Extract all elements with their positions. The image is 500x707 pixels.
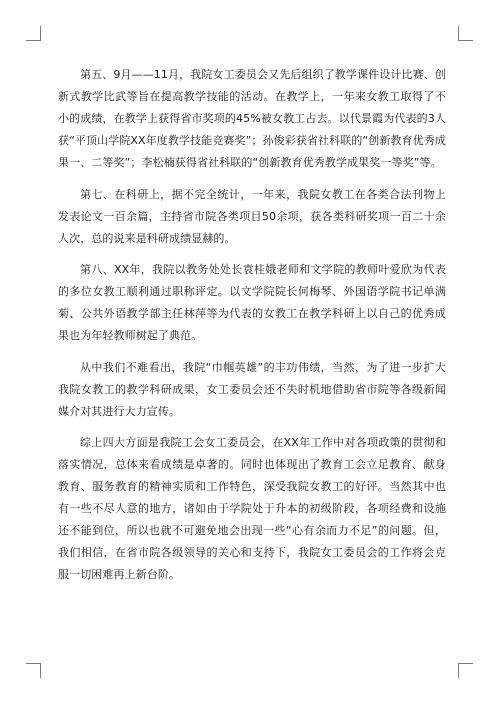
crop-mark-top-right	[458, 26, 473, 41]
paragraph-summary: 综上四大方面是我院工会女工委员会，在XX年工作中对各项政策的贯彻和落实情况，总体来看成绩是卓著的。同时也体现出了教育工会立足教育、献身教育、服务教育的精神实质和工作特色，深受我院女教工的好评。当然其中也有一些不尽人意的地方，诸如由于学院处于升本的初级阶段，各项经费和设施还不能到位，所以也就不可避免地会出现一些“心有余而力不足”的问题。但，我们相信，在省市院各级领导的关心和支持下，我院女工委员会的工作将会克服一切困难再上新台阶。	[58, 436, 446, 581]
paragraph-fifth: 第五、9月——11月，我院女工委员会又先后组织了教学课件设计比赛、创新式教学比武等旨在提高教学技能的活动。在教学上，一年来女教工取得了不小的成绩，在教学上获得省市奖项的45%被女教工占去。以代景霞为代表的3人获“平顶山学院XX年度教学技能竞赛奖”；孙俊彩获省社科联的“创新教育优秀成果一、二等奖”；李松楠获得省社科联的“创新教育优秀教学成果奖一等奖”等。	[58, 68, 446, 169]
paragraph-eighth: 第八、XX年，我院以教务处处长袁桂娥老师和文学院的教师叶爱欣为代表的多位女教工顺利通过职称评定。以文学院院长何梅琴、外国语学院书记单满菊、公共外语教学部主任林萍等为代表的女教工在教学科研上以自己的优秀成果也为年轻教师树起了典范。	[58, 263, 446, 342]
crop-mark-top-left	[26, 26, 41, 41]
crop-mark-bottom-left	[26, 663, 41, 678]
document-body	[58, 64, 446, 596]
paragraph-seventh: 第七、在科研上，据不完全统计，一年来，我院女教工在各类合法刊物上发表论文一百余篇，主持省市院各类项目50余项，获各类科研奖项一百二十余人次，总的说来是科研成绩显赫的。	[58, 187, 446, 245]
crop-mark-bottom-right	[458, 663, 473, 678]
paragraph-publicity: 从中我们不难看出，我院“巾帼英雄”的丰功伟绩，当然，为了进一步扩大我院女教工的教学科研成果，女工委员会还不失时机地借助省市院等各级新闻媒介对其进行大力宣传。	[58, 360, 446, 418]
